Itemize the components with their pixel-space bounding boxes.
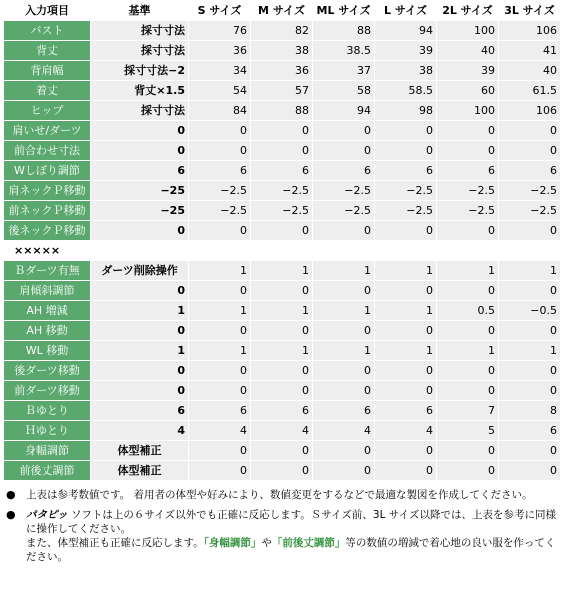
row-label: 肩いせ/ダーツ (4, 121, 91, 141)
table-row (4, 301, 561, 321)
row-standard: 6 (91, 161, 189, 181)
size-value: 106 (499, 101, 561, 121)
note-3-text-b: や (261, 537, 272, 549)
size-value: 37 (313, 61, 375, 81)
size-value: 54 (189, 81, 251, 101)
bullet-icon: ● (6, 508, 16, 521)
size-value: −2.5 (251, 201, 313, 221)
note-3-text-a: また、体型補正も正確に反応します。 (26, 537, 204, 549)
table-row (4, 161, 561, 181)
size-value: 88 (313, 21, 375, 41)
row-standard: 0 (91, 141, 189, 161)
row-standard: 背丈×1.5 (91, 81, 189, 101)
size-value: 39 (375, 41, 437, 61)
size-value: 41 (499, 41, 561, 61)
size-value: 0 (313, 461, 375, 481)
size-value: 1 (499, 341, 561, 361)
size-value: 0 (375, 121, 437, 141)
size-value: 0 (499, 121, 561, 141)
size-value: 6 (499, 421, 561, 441)
column-header: L サイズ (375, 1, 437, 21)
size-value: 6 (313, 401, 375, 421)
size-value: 0 (499, 461, 561, 481)
size-value: 0 (375, 361, 437, 381)
size-value: 4 (313, 421, 375, 441)
size-value: −2.5 (499, 201, 561, 221)
row-standard: 採寸寸法−2 (91, 61, 189, 81)
size-value: 4 (251, 421, 313, 441)
size-value: 61.5 (499, 81, 561, 101)
brand-name: パタピッ (26, 509, 68, 521)
size-value: 60 (437, 81, 499, 101)
size-value: 0 (313, 441, 375, 461)
table-row (4, 81, 561, 101)
row-label: Wしぼり調節 (4, 161, 91, 181)
row-label: ヒップ (4, 101, 91, 121)
table-row (4, 241, 561, 261)
table-row (4, 101, 561, 121)
row-standard: 採寸寸法 (91, 101, 189, 121)
size-value: 100 (437, 21, 499, 41)
table-row (4, 341, 561, 361)
size-value: 1 (189, 341, 251, 361)
table-row (4, 421, 561, 441)
note-1-text: 上表は参考数値です。 着用者の体型や好みにより、数値変更をするなどで最適な製図を作成してください。 (26, 489, 533, 501)
row-label: AH 増減 (4, 301, 91, 321)
size-value (189, 241, 251, 261)
row-label: 後ダーツ移動 (4, 361, 91, 381)
row-standard: 4 (91, 421, 189, 441)
size-value: 0 (437, 141, 499, 161)
column-header: 基準 (91, 1, 189, 21)
size-value: 106 (499, 21, 561, 41)
table-row (4, 441, 561, 461)
tag-zengotake: 「前後丈調節」 (271, 537, 346, 549)
row-label: Ｈゆとり (4, 421, 91, 441)
table-row (4, 181, 561, 201)
column-header: ML サイズ (313, 1, 375, 21)
size-value: 40 (437, 41, 499, 61)
row-label: バスト (4, 21, 91, 41)
table-body (4, 21, 561, 481)
table-row (4, 281, 561, 301)
row-label: 後ネックＰ移動 (4, 221, 91, 241)
size-value: 1 (189, 301, 251, 321)
size-value: 1 (375, 341, 437, 361)
size-value: 0 (499, 321, 561, 341)
row-label: 肩ネックＰ移動 (4, 181, 91, 201)
size-value: 0 (437, 281, 499, 301)
size-value: 7 (437, 401, 499, 421)
table-row (4, 381, 561, 401)
size-value: 0 (375, 381, 437, 401)
size-value: 0 (437, 321, 499, 341)
row-standard: 採寸寸法 (91, 21, 189, 41)
size-value: 0 (189, 221, 251, 241)
note-3-text-c: 等の数値の増減で着心地の良い服を作ってください。 (26, 537, 556, 563)
table-row (4, 121, 561, 141)
size-value: 1 (313, 341, 375, 361)
size-value: −2.5 (313, 201, 375, 221)
table-row (4, 461, 561, 481)
row-standard: 0 (91, 321, 189, 341)
size-value: 98 (375, 101, 437, 121)
size-value: 6 (375, 161, 437, 181)
size-value: 0 (499, 141, 561, 161)
note-2-text: ソフトは上の６サイズ以外でも正確に反応します。Ｓサイズ前、3L サイズ以降では、上表を参考に同様に操作してください。 (26, 509, 556, 535)
table-row (4, 401, 561, 421)
size-value: 100 (437, 101, 499, 121)
size-value: 0 (437, 361, 499, 381)
note-1 (6, 488, 564, 502)
size-value: 4 (375, 421, 437, 441)
table-row (4, 261, 561, 281)
size-value: −2.5 (499, 181, 561, 201)
size-value: 1 (251, 261, 313, 281)
size-value: −2.5 (189, 201, 251, 221)
size-value: 1 (437, 341, 499, 361)
notes (6, 488, 564, 570)
size-value: 6 (251, 401, 313, 421)
size-value: −2.5 (375, 201, 437, 221)
table-row (4, 321, 561, 341)
size-value: −2.5 (437, 201, 499, 221)
size-value: 58 (313, 81, 375, 101)
row-standard (91, 241, 189, 261)
row-label: 前後丈調節 (4, 461, 91, 481)
table-row (4, 141, 561, 161)
size-value: 84 (189, 101, 251, 121)
column-header: 2L サイズ (437, 1, 499, 21)
row-standard: 採寸寸法 (91, 41, 189, 61)
size-value: 6 (313, 161, 375, 181)
row-label: 前ネックＰ移動 (4, 201, 91, 221)
size-value: 0 (437, 121, 499, 141)
size-value: 0 (251, 121, 313, 141)
size-value: 6 (251, 161, 313, 181)
size-value: 6 (499, 161, 561, 181)
row-label: 前ダーツ移動 (4, 381, 91, 401)
size-value: 0 (375, 461, 437, 481)
size-value: 5 (437, 421, 499, 441)
row-label: Ｂゆとり (4, 401, 91, 421)
table-row (4, 221, 561, 241)
size-value: 1 (251, 301, 313, 321)
row-standard: 1 (91, 301, 189, 321)
size-value: 1 (437, 261, 499, 281)
row-standard: 0 (91, 121, 189, 141)
size-value: 38 (375, 61, 437, 81)
row-standard: 0 (91, 381, 189, 401)
size-value: −0.5 (499, 301, 561, 321)
bullet-icon: ● (6, 488, 16, 501)
size-value: 0 (499, 441, 561, 461)
row-standard: 0 (91, 221, 189, 241)
table-row (4, 61, 561, 81)
size-value: 1 (313, 261, 375, 281)
size-value: 0 (375, 441, 437, 461)
size-value: 0 (437, 461, 499, 481)
size-value: 0 (313, 361, 375, 381)
column-header: S サイズ (189, 1, 251, 21)
size-value: 0 (437, 441, 499, 461)
size-value: 34 (189, 61, 251, 81)
table-row (4, 21, 561, 41)
row-label: AH 移動 (4, 321, 91, 341)
row-label: Ｂダーツ有無 (4, 261, 91, 281)
tag-mihaba: 「身幅調節」 (203, 537, 262, 549)
size-value: 0 (375, 141, 437, 161)
size-value: 76 (189, 21, 251, 41)
row-label: 背丈 (4, 41, 91, 61)
size-value: 0 (375, 281, 437, 301)
size-value: 8 (499, 401, 561, 421)
row-label: 肩傾斜調節 (4, 281, 91, 301)
size-value: 0 (313, 221, 375, 241)
size-value: 6 (437, 161, 499, 181)
size-value: 1 (189, 261, 251, 281)
size-value: 0 (189, 281, 251, 301)
size-value (313, 241, 375, 261)
row-standard: −25 (91, 181, 189, 201)
size-value: 1 (313, 301, 375, 321)
size-value: 0 (251, 461, 313, 481)
size-value: 0 (189, 141, 251, 161)
size-value: 88 (251, 101, 313, 121)
size-value (437, 241, 499, 261)
size-value: 0 (313, 381, 375, 401)
row-label: 身幅調節 (4, 441, 91, 461)
row-standard: 0 (91, 361, 189, 381)
size-value: 6 (189, 401, 251, 421)
size-value: 0 (189, 121, 251, 141)
size-value: 6 (375, 401, 437, 421)
column-header: 入力項目 (4, 1, 91, 21)
size-value: 0 (251, 141, 313, 161)
size-value: 0 (499, 221, 561, 241)
size-value: 94 (313, 101, 375, 121)
size-value: 0.5 (437, 301, 499, 321)
size-value: 1 (375, 261, 437, 281)
size-value: 0 (499, 361, 561, 381)
size-value: 40 (499, 61, 561, 81)
column-header: M サイズ (251, 1, 313, 21)
row-label: ××××× (4, 241, 91, 261)
row-standard: 1 (91, 341, 189, 361)
size-value: 0 (251, 281, 313, 301)
size-value: 0 (499, 281, 561, 301)
size-value: 0 (189, 361, 251, 381)
size-value: 0 (189, 321, 251, 341)
size-value: 0 (313, 281, 375, 301)
size-value (375, 241, 437, 261)
size-value: 0 (189, 461, 251, 481)
size-value: −2.5 (251, 181, 313, 201)
size-value: 57 (251, 81, 313, 101)
size-value: 0 (251, 381, 313, 401)
size-value: 4 (189, 421, 251, 441)
size-value: 39 (437, 61, 499, 81)
size-value: 0 (499, 381, 561, 401)
size-value: 82 (251, 21, 313, 41)
size-value: 1 (499, 261, 561, 281)
row-label: 前合わせ寸法 (4, 141, 91, 161)
row-standard: 6 (91, 401, 189, 421)
table-row (4, 201, 561, 221)
size-value (499, 241, 561, 261)
size-value: 38 (251, 41, 313, 61)
size-value: 0 (251, 361, 313, 381)
size-value: 0 (313, 141, 375, 161)
note-2 (6, 508, 564, 564)
size-value (251, 241, 313, 261)
size-value: 1 (251, 341, 313, 361)
table-row (4, 41, 561, 61)
row-standard: 体型補正 (91, 461, 189, 481)
size-value: 0 (251, 221, 313, 241)
size-value: 6 (189, 161, 251, 181)
row-standard: −25 (91, 201, 189, 221)
size-value: −2.5 (375, 181, 437, 201)
size-table (3, 0, 561, 481)
row-standard: ダーツ削除操作 (91, 261, 189, 281)
size-value: −2.5 (437, 181, 499, 201)
row-label: WL 移動 (4, 341, 91, 361)
size-value: 38.5 (313, 41, 375, 61)
column-header: 3L サイズ (499, 1, 561, 21)
size-value: 0 (251, 441, 313, 461)
size-value: 0 (313, 121, 375, 141)
size-value: −2.5 (313, 181, 375, 201)
size-value: 0 (189, 381, 251, 401)
size-value: −2.5 (189, 181, 251, 201)
size-value: 58.5 (375, 81, 437, 101)
row-standard: 体型補正 (91, 441, 189, 461)
size-value: 36 (189, 41, 251, 61)
size-value: 0 (375, 321, 437, 341)
size-value: 0 (189, 441, 251, 461)
size-value: 36 (251, 61, 313, 81)
size-value: 0 (437, 381, 499, 401)
header-row (4, 1, 561, 21)
row-label: 背肩幅 (4, 61, 91, 81)
row-label: 着丈 (4, 81, 91, 101)
size-value: 0 (437, 221, 499, 241)
size-value: 1 (375, 301, 437, 321)
size-value: 0 (251, 321, 313, 341)
table-row (4, 361, 561, 381)
size-value: 94 (375, 21, 437, 41)
row-standard: 0 (91, 281, 189, 301)
size-value: 0 (375, 221, 437, 241)
size-value: 0 (313, 321, 375, 341)
